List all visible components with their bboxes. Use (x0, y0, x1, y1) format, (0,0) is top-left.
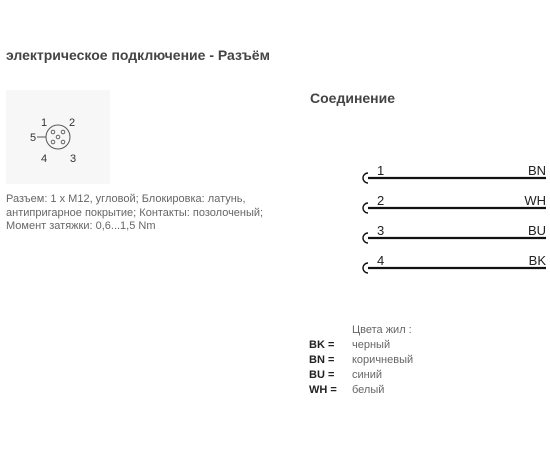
pin-hole-4 (51, 140, 55, 144)
wire-socket-symbol (363, 173, 368, 183)
wire-socket-symbol (363, 233, 368, 243)
wire-color-label: BK (528, 253, 546, 268)
pin-hole-5 (56, 135, 60, 139)
pin-label-3: 3 (69, 153, 77, 165)
description-line: антипригарное покрытие; Контакты: позолоченый; (6, 206, 264, 219)
pin-label-4: 4 (40, 153, 48, 165)
wire-color-label: BN (527, 163, 546, 178)
pin-hole-1 (51, 130, 55, 134)
wire-color-label: BU (527, 223, 546, 238)
description-line: Разъем: 1 x M12, угловой; Блокировка: латунь, (6, 193, 246, 205)
legend-row (309, 368, 413, 383)
page-title: электрическое подключение - Разъём (6, 47, 270, 63)
connector-pinout-diagram (6, 90, 110, 184)
pin-label-5: 5 (29, 132, 37, 144)
pin-hole-3 (61, 140, 65, 144)
wiring-diagram (360, 160, 550, 280)
pin-label-2: 2 (68, 117, 76, 129)
connector-face (46, 125, 70, 149)
legend-color-name: синий (352, 369, 383, 381)
connector-description (6, 193, 296, 234)
wire-pin-label: 2 (377, 193, 385, 208)
legend-row (309, 353, 413, 368)
wire-socket-symbol (363, 263, 368, 273)
wire-pin-label: 1 (377, 163, 385, 178)
wire-pin-label: 3 (377, 223, 385, 238)
legend-code: BK = (309, 339, 335, 351)
wire-4 (363, 253, 546, 273)
wire-pin-label: 4 (377, 253, 385, 268)
wire-color-label: WH (524, 193, 546, 208)
pin-label-1: 1 (40, 117, 48, 129)
wire-2 (363, 193, 546, 213)
legend-code: BU = (309, 369, 335, 381)
pinout-svg (6, 90, 110, 184)
legend-code: WH = (309, 384, 337, 396)
legend-row (309, 338, 413, 353)
legend-code: BN = (309, 354, 335, 366)
connection-title: Соединение (310, 90, 396, 106)
legend-row (309, 383, 413, 398)
legend-color-name: коричневый (352, 354, 414, 366)
wire-3 (363, 223, 546, 243)
wire-socket-symbol (363, 203, 368, 213)
description-line: Момент затяжки: 0,6...1,5 Nm (6, 220, 156, 232)
legend-title: Цвета жил : (352, 324, 412, 336)
pin-hole-2 (61, 130, 65, 134)
wire-1 (363, 163, 546, 183)
legend-color-name: белый (352, 384, 385, 396)
legend-color-name: черный (352, 339, 391, 351)
wire-color-legend (309, 323, 413, 398)
